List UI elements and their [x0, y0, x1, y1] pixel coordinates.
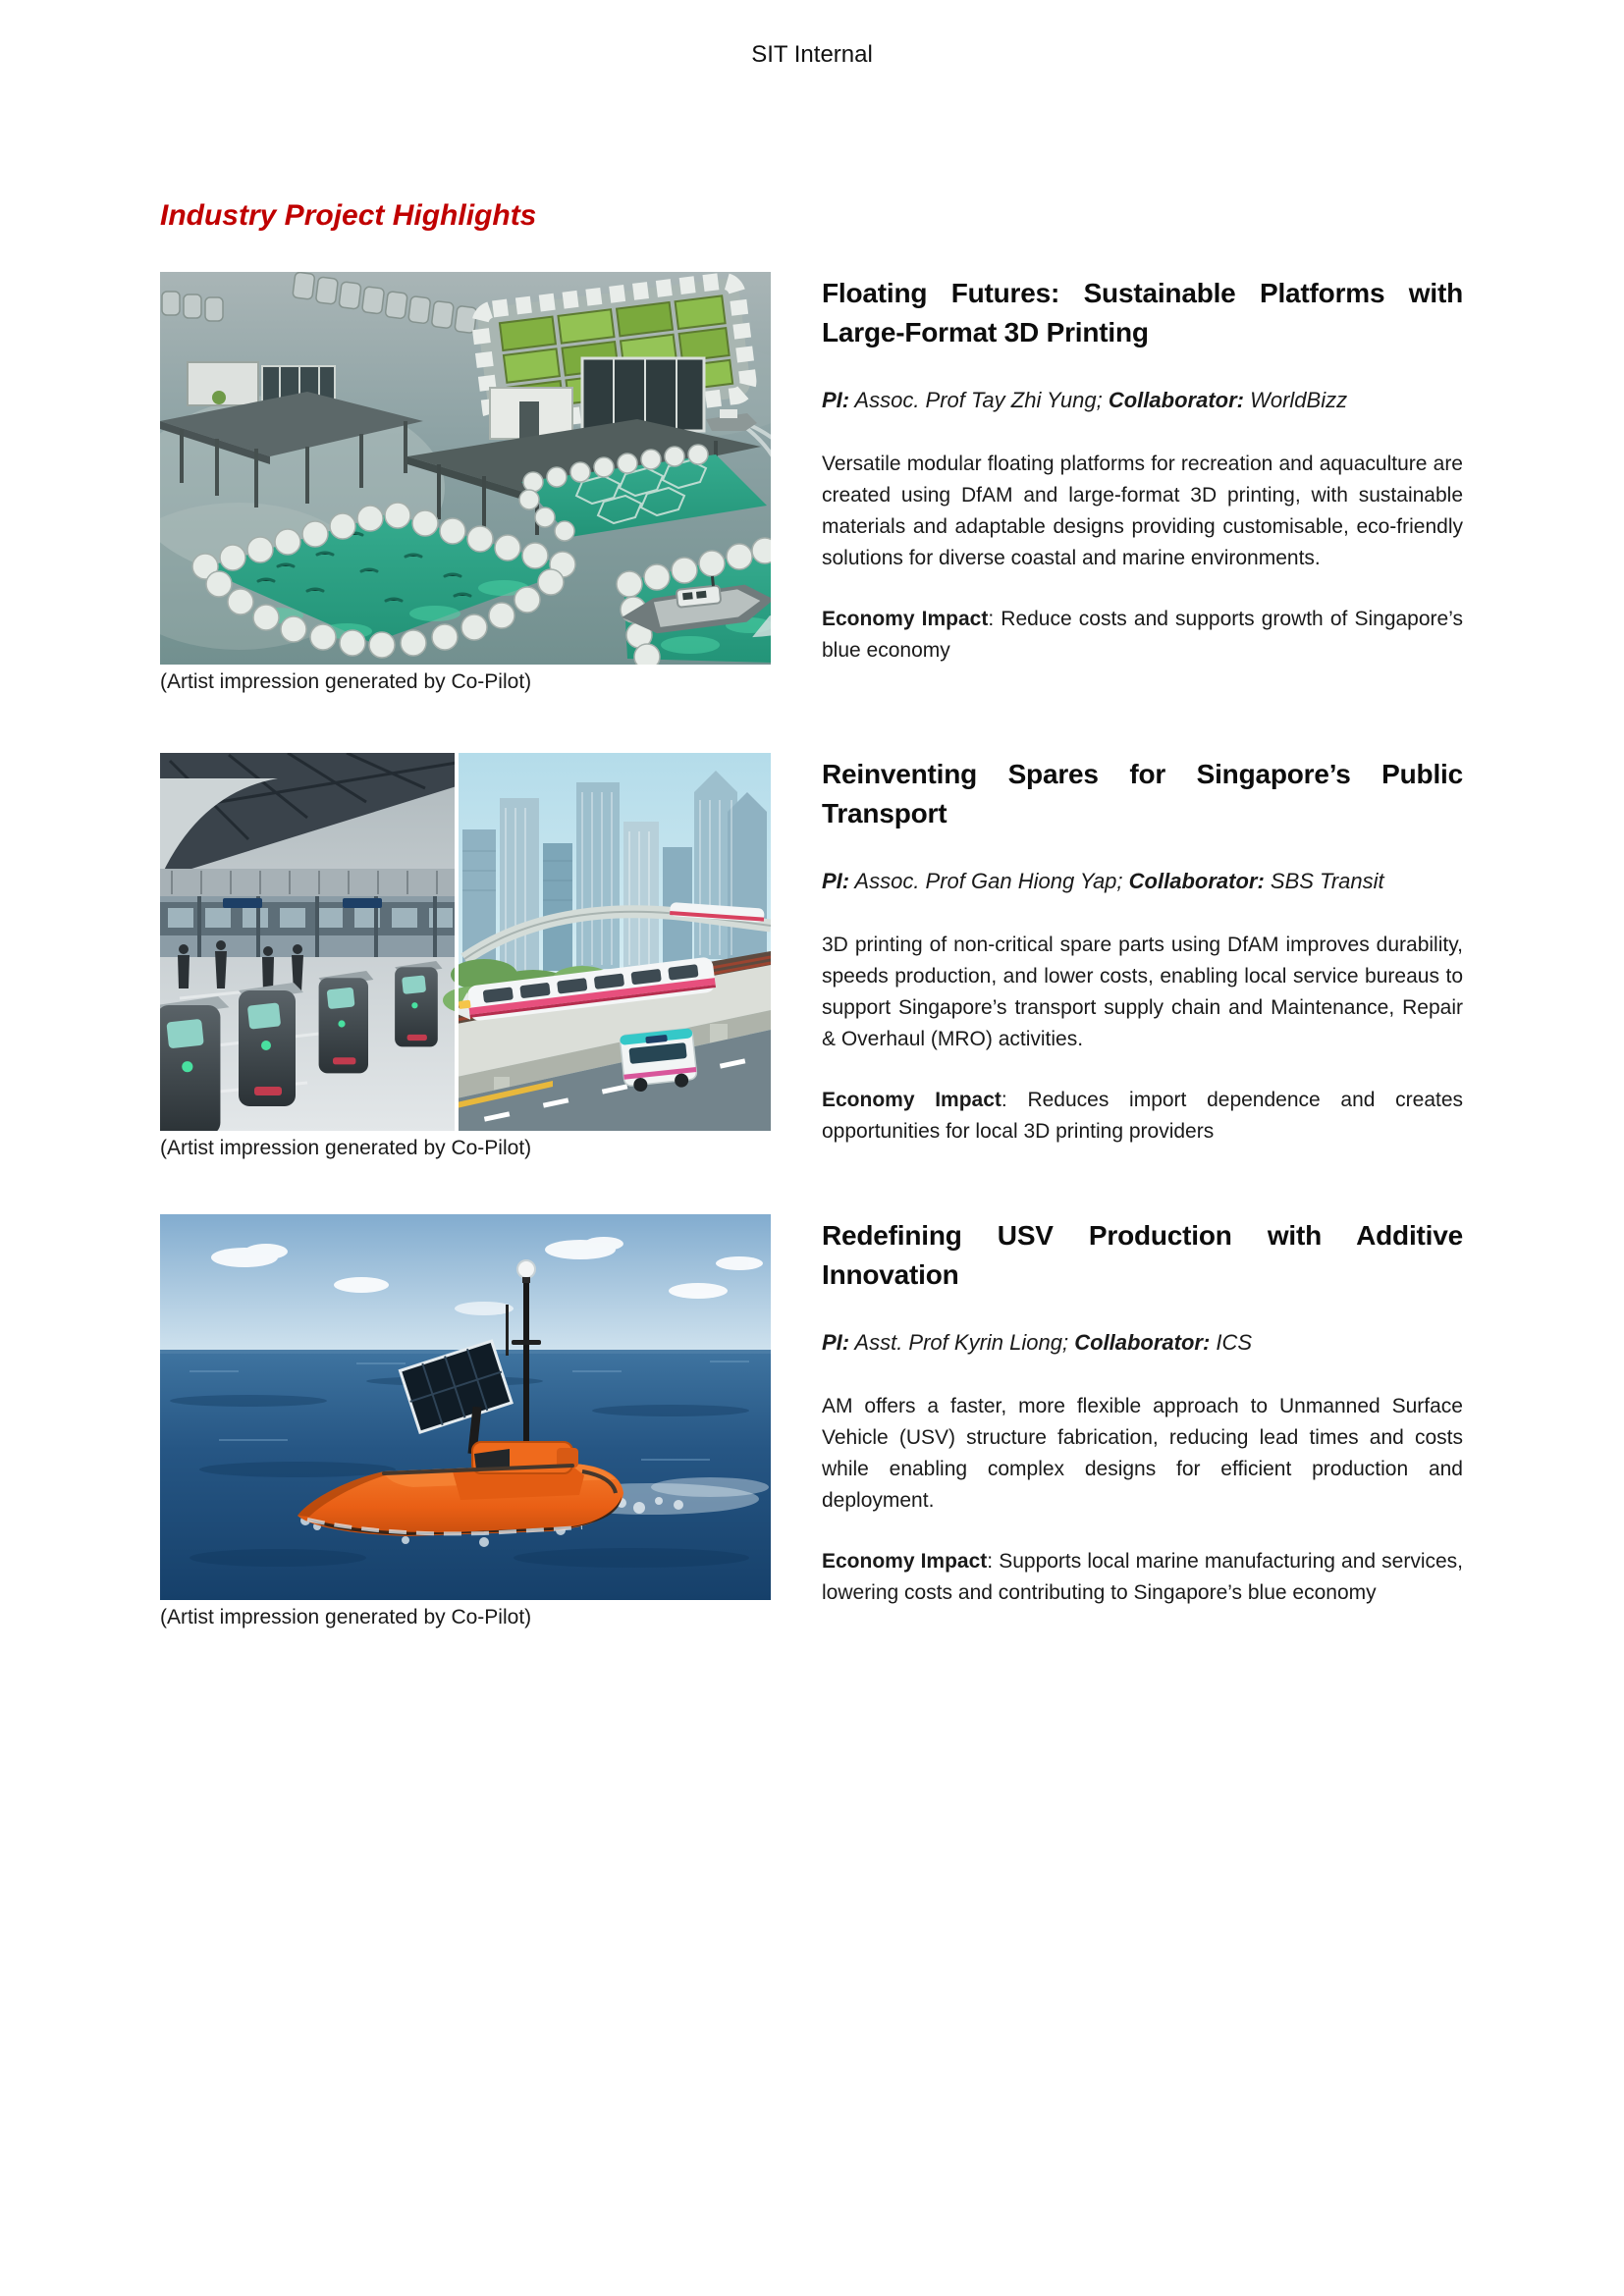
project-text-column	[822, 753, 1463, 1148]
floating-platforms-image	[160, 272, 771, 665]
economy-impact-label: Economy Impact	[822, 1089, 1001, 1111]
collaborator-name: WorldBizz	[1243, 388, 1348, 412]
economy-impact-label: Economy Impact	[822, 608, 989, 630]
pi-line	[822, 388, 1463, 413]
collaborator-label: Collaborator:	[1128, 869, 1265, 893]
project-description: AM offers a faster, more flexible approach to Unmanned Surface Vehicle (USV) structure fabrication, reducing lead times and costs while enabling complex designs for efficient production and deployment.	[822, 1395, 1463, 1512]
project-title: Reinventing Spares for Singapore’s Public Transport	[822, 759, 1463, 828]
pi-line	[822, 869, 1463, 894]
economy-impact	[822, 1546, 1463, 1609]
page-body	[0, 196, 1624, 1630]
pi-name: Assoc. Prof Tay Zhi Yung;	[849, 388, 1109, 412]
image-caption: (Artist impression generated by Co-Pilot)	[160, 1137, 532, 1159]
economy-impact	[822, 1085, 1463, 1148]
project-figure	[160, 1214, 771, 1630]
economy-impact-text: : Supports local marine manufacturing and services, lowering costs and contributing to Singapore’s blue economy	[822, 1550, 1463, 1604]
economy-impact-label: Economy Impact	[822, 1550, 988, 1573]
project-section-floating-futures	[160, 272, 1463, 695]
project-title: Floating Futures: Sustainable Platforms with Large-Format 3D Printing	[822, 278, 1463, 347]
pi-line	[822, 1330, 1463, 1356]
pi-name: Asst. Prof Kyrin Liong;	[849, 1330, 1075, 1355]
collaborator-label: Collaborator:	[1074, 1330, 1211, 1355]
usv-boat-image	[160, 1214, 771, 1600]
project-section-public-transport	[160, 753, 1463, 1161]
economy-impact	[822, 604, 1463, 667]
project-description: 3D printing of non-critical spare parts using DfAM improves durability, speeds production, and lower costs, enabling local service bureaus to support Singapore’s transport supply chain and Maintenance, Repair & Overhaul (MRO) activities.	[822, 934, 1463, 1050]
pi-label: PI:	[822, 388, 850, 412]
project-figure	[160, 272, 771, 695]
project-description: Versatile modular floating platforms for recreation and aquaculture are created using DfAM and large-format 3D printing, with sustainable materials and adaptable designs providing customisable, eco-friendly solutions for diverse coastal and marine environments.	[822, 453, 1463, 569]
project-text-column	[822, 1214, 1463, 1609]
economy-impact-text: : Reduce costs and supports growth of Singapore’s blue economy	[822, 608, 1463, 662]
confidential-header: SIT Internal	[751, 41, 873, 68]
collaborator-name: SBS Transit	[1264, 869, 1384, 893]
page-heading: Industry Project Highlights	[160, 199, 537, 232]
project-section-usv	[160, 1214, 1463, 1630]
pi-name: Assoc. Prof Gan Hiong Yap;	[849, 869, 1129, 893]
project-text-column	[822, 272, 1463, 667]
pi-label: PI:	[822, 869, 850, 893]
economy-impact-text: : Reduces import dependence and creates opportunities for local 3D printing providers	[822, 1089, 1464, 1143]
collaborator-label: Collaborator:	[1108, 388, 1244, 412]
image-caption: (Artist impression generated by Co-Pilot)	[160, 670, 532, 693]
image-caption: (Artist impression generated by Co-Pilot)	[160, 1606, 532, 1629]
project-figure	[160, 753, 771, 1161]
pi-label: PI:	[822, 1330, 850, 1355]
collaborator-name: ICS	[1210, 1330, 1253, 1355]
public-transport-image	[160, 753, 771, 1131]
project-title: Redefining USV Production with Additive Innovation	[822, 1220, 1463, 1290]
